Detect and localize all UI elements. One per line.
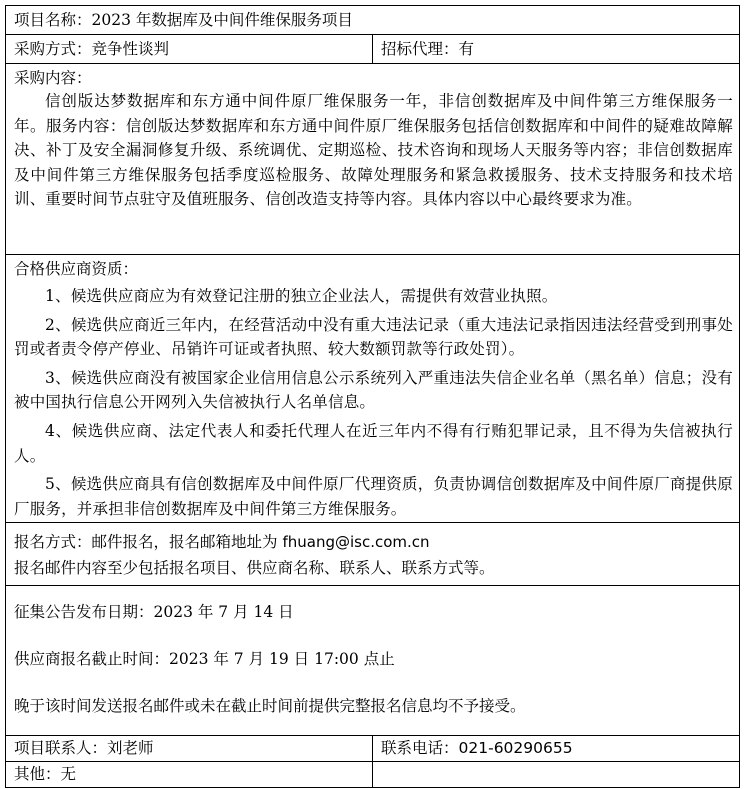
other-value: 无 <box>60 765 77 783</box>
registration-cell <box>6 523 740 586</box>
contact-person-label: 项目联系人： <box>14 739 108 757</box>
procurement-content-label: 采购内容： <box>14 69 92 87</box>
late-submission-note: 晚于该时间发送报名邮件或未在截止时间前提供完整报名信息均不予接受。 <box>14 697 526 715</box>
contact-phone-cell <box>373 736 740 762</box>
procurement-content-cell <box>6 64 740 255</box>
qualification-item: 1、候选供应商应为有效登记注册的独立企业法人，需提供有效营业执照。 <box>45 287 558 305</box>
registration-email: fhuang@isc.com.cn <box>282 533 430 551</box>
project-name-cell <box>6 6 740 35</box>
qualification-item: 2、候选供应商近三年内，在经营活动中没有重大违法记录（重大违法记录指因违法经营受到刑事处罚或者责令停产停业、吊销许可证或者执照、较大数额罚款等行政处罚）。 <box>14 315 733 359</box>
procurement-method-label: 采购方式： <box>14 39 92 58</box>
project-name-label: 项目名称： <box>14 10 92 29</box>
publish-date: 征集公告发布日期：2023 年 7 月 14 日 <box>14 603 294 621</box>
registration-deadline: 供应商报名截止时间：2023 年 7 月 19 日 17:00 点止 <box>14 650 395 668</box>
qualification-item: 3、候选供应商没有被国家企业信用信息公示系统列入严重违法失信企业名单（黑名单）信息；没有被中国执行信息公开网列入失信被执行人名单信息。 <box>14 368 733 412</box>
dates-cell <box>6 586 740 736</box>
other-empty-cell <box>373 762 740 788</box>
bidding-agent-label: 招标代理： <box>381 39 459 58</box>
contact-person-cell <box>6 736 373 762</box>
contact-phone-value: 021-60290655 <box>458 739 573 757</box>
registration-content-note: 报名邮件内容至少包括报名项目、供应商名称、联系人、联系方式等。 <box>14 559 495 577</box>
contact-person-value: 刘老师 <box>107 739 154 757</box>
qualification-cell <box>6 255 740 523</box>
qualification-label: 合格供应商资质： <box>14 260 139 278</box>
procurement-method-value: 竞争性谈判 <box>91 39 170 58</box>
other-label: 其他： <box>14 765 61 783</box>
other-cell <box>6 762 373 788</box>
qualification-item: 4、候选供应商、法定代表人和委托代理人在近三年内不得有行贿犯罪记录，且不得为失信被执行人。 <box>14 421 733 465</box>
qualification-item: 5、候选供应商具有信创数据库及中间件原厂代理资质，负责协调信创数据库及中间件原厂商提供原厂服务，并承担非信创数据库及中间件第三方维保服务。 <box>14 475 733 518</box>
project-name-value: 2023 年数据库及中间件维保服务项目 <box>91 10 353 29</box>
announcement-table <box>5 5 740 788</box>
bidding-agent-value: 有 <box>458 39 475 58</box>
registration-method <box>14 529 733 555</box>
registration-method-text: 报名方式：邮件报名，报名邮箱地址为 <box>14 533 278 551</box>
bidding-agent-cell <box>373 35 740 64</box>
procurement-content-text: 信创版达梦数据库和东方通中间件原厂维保服务一年，非信创数据库及中间件第三方维保服务一年。服务内容：信创版达梦数据库和东方通中间件原厂维保服务包括信创数据库和中间件的疑难故障解决、补丁及安全漏洞修复升级、系统调优、定期巡检、技术咨询和现场人天服务等内容；非信创数据库及中间件第三方维保服务包括季度巡检服务、故障处理服务和紧急救援服务、技术支持服务和技术培训、重要时间节点驻守及值班服务、信创改造支持等内容。具体内容以中心最终要求为准。 <box>14 92 733 209</box>
contact-phone-label: 联系电话： <box>381 739 459 757</box>
procurement-method-cell <box>6 35 373 64</box>
